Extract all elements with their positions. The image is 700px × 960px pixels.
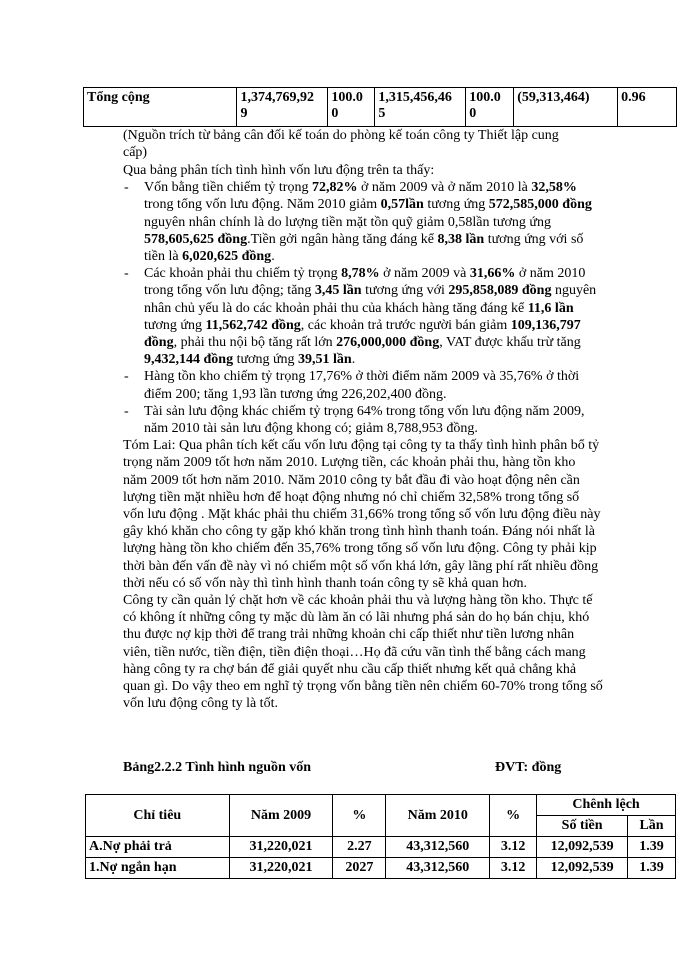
header-times: Lần xyxy=(628,816,676,837)
summary-total-table xyxy=(83,87,677,127)
cell-times: 1.39 xyxy=(628,837,676,858)
cell-total-diff: (59,313,464) xyxy=(514,88,618,127)
table2-caption xyxy=(123,760,603,776)
cell-amount: 12,092,539 xyxy=(537,837,628,858)
cell-pct-2009: 2.27 xyxy=(333,837,386,858)
cell-2009: 31,220,021 xyxy=(229,837,333,858)
table2-header-row xyxy=(86,795,676,816)
bullet-inventory: - Hàng tồn kho chiếm tỷ trọng 17,76% ở thời điểm năm 2009 và 35,76% ở thời điểm 200; tăng 1,93 lần tương ứng 226,202,400 đồng. xyxy=(124,369,580,402)
header-amount: Số tiền xyxy=(537,816,628,837)
cell-total-label: Tổng cộng xyxy=(84,88,237,127)
table-row xyxy=(86,837,676,858)
summary-paragraph: Tóm Lai: Qua phân tích kết cấu vốn lưu động tại công ty ta thấy tình hình phân bổ tỷ trọng năm 2009 tốt hơn năm 2010. Lượng tiền, các khoản phải thu, hàng tồn kho năm 2009 tốt hơn năm 2010. Năm 2010 công ty bắt đầu đi vào hoạt động nên cần lượng tiền mặt nhiều hơn để hoạt động nhưng nó chỉ chiếm 32,58% trong tổng số vốn lưu động . Mặt khác phải thu chiếm 31,66% trong tổng số vốn lưu động điều này gây khó khăn cho công ty gặp khó khăn trong tình hình thanh toán. Đáng nói nhất là lượng hàng tồn kho chiếm đến 35,76% trong tổng số vốn lưu động. Công ty phải kịp thời bàn đến vấn đề này vì nó chiếm một số vốn khá lớn, gây lãng phí rất nhiều đồng thời nếu có số vốn này thì tình hình thanh toán công ty sẽ khả quan hơn. xyxy=(123,438,601,591)
header-indicator: Chỉ tiêu xyxy=(86,795,230,837)
cell-pct-2010: 3.12 xyxy=(490,837,537,858)
cell-indicator: 1.Nợ ngắn hạn xyxy=(86,858,230,879)
cell-total-2010: 1,315,456,46 5 xyxy=(375,88,466,127)
analysis-body xyxy=(123,162,603,713)
cell-total-ratio: 0.96 xyxy=(618,88,677,127)
cell-total-pct-2009: 100.0 0 xyxy=(328,88,375,127)
cell-times: 1.39 xyxy=(628,858,676,879)
table-row-total xyxy=(84,88,677,127)
table2-title: Bảng2.2.2 Tình hình nguồn vốn xyxy=(123,760,312,775)
bullet-other-assets: - Tài sản lưu động khác chiếm tỷ trọng 64% trong tổng vốn lưu động năm 2009, năm 2010 tài sản lưu động khong có; giảm 8,788,953 đồng. xyxy=(124,403,585,437)
cell-pct-2009: 2027 xyxy=(333,858,386,879)
cell-2010: 43,312,560 xyxy=(386,837,490,858)
header-pct-2010: % xyxy=(490,795,537,837)
cell-amount: 12,092,539 xyxy=(537,858,628,879)
cell-indicator: A.Nợ phải trả xyxy=(86,837,230,858)
cell-total-pct-2010: 100.0 0 xyxy=(466,88,514,127)
header-year-2010: Năm 2010 xyxy=(386,795,490,837)
bullet-cash: - Vốn bằng tiền chiếm tỷ trọng 72,82% ở năm 2009 và ở năm 2010 là 32,58% trong tổng vốn lưu động. Năm 2010 giảm 0,57lần tương ứng 572,585,000 đồng nguyên nhân chính là do lượng tiền mặt tồn quỹ giảm 0,58lần tương ứng 578,605,625 đồng.Tiền gởi ngân hàng tăng đáng kể 8,38 lần tương ứng với số tiền là 6,020,625 đồng. xyxy=(124,180,592,265)
cell-total-2009: 1,374,769,92 9 xyxy=(237,88,328,127)
cell-pct-2010: 3.12 xyxy=(490,858,537,879)
source-note: (Nguồn trích từ bảng cân đối kế toán do phòng kế toán công ty Thiết lập cung cấp) xyxy=(123,128,559,160)
header-difference: Chênh lệch xyxy=(537,795,676,816)
header-year-2009: Năm 2009 xyxy=(229,795,333,837)
bullet-receivables: - Các khoản phải thu chiếm tỷ trọng 8,78% ở năm 2009 và 31,66% ở năm 2010 trong tổng vốn lưu động; tăng 3,45 lần tương ứng với 295,858,089 đồng nguyên nhân chủ yếu là do các khoản phải thu của khách hàng tăng đáng kể 11,6 lần tương ứng 11,562,742 đồng, các khoản trả trước người bán giảm 109,136,797 đồng, phải thu nội bộ tăng rất lớn 276,000,000 đồng, VAT được khấu trừ tăng 9,432,144 đồng tương ứng 39,51 lần. xyxy=(124,266,597,368)
cell-2010: 43,312,560 xyxy=(386,858,490,879)
capital-sources-table xyxy=(85,794,676,879)
recommendation-paragraph: Công ty cần quản lý chặt hơn về các khoản phải thu và lượng hàng tồn kho. Thực tế có không ít những công ty mặc dù làm ăn có lãi nhưng phá sản do họ bán chịu, khó thu được nợ kịp thời để trang trải những khoản chi cấp thiết như tiền lương nhân viên, tiền nước, tiền điện, tiền điện thoại…Họ đã cứu vãn tình thế bằng cách mang hàng công ty ra chợ bán để giải quyết nhu cầu cấp thiết nhưng kết quả chẳng khả quan gì. Do vậy theo em nghĩ tỷ trọng vốn bằng tiền nên chiếm 60-70% trong tổng số vốn lưu động công ty là tốt. xyxy=(123,593,603,712)
cell-2009: 31,220,021 xyxy=(229,858,333,879)
table2-unit: ĐVT: đồng xyxy=(495,760,562,775)
header-pct-2009: % xyxy=(333,795,386,837)
table-row xyxy=(86,858,676,879)
intro-paragraph: Qua bảng phân tích tình hình vốn lưu động trên ta thấy: xyxy=(123,163,435,178)
